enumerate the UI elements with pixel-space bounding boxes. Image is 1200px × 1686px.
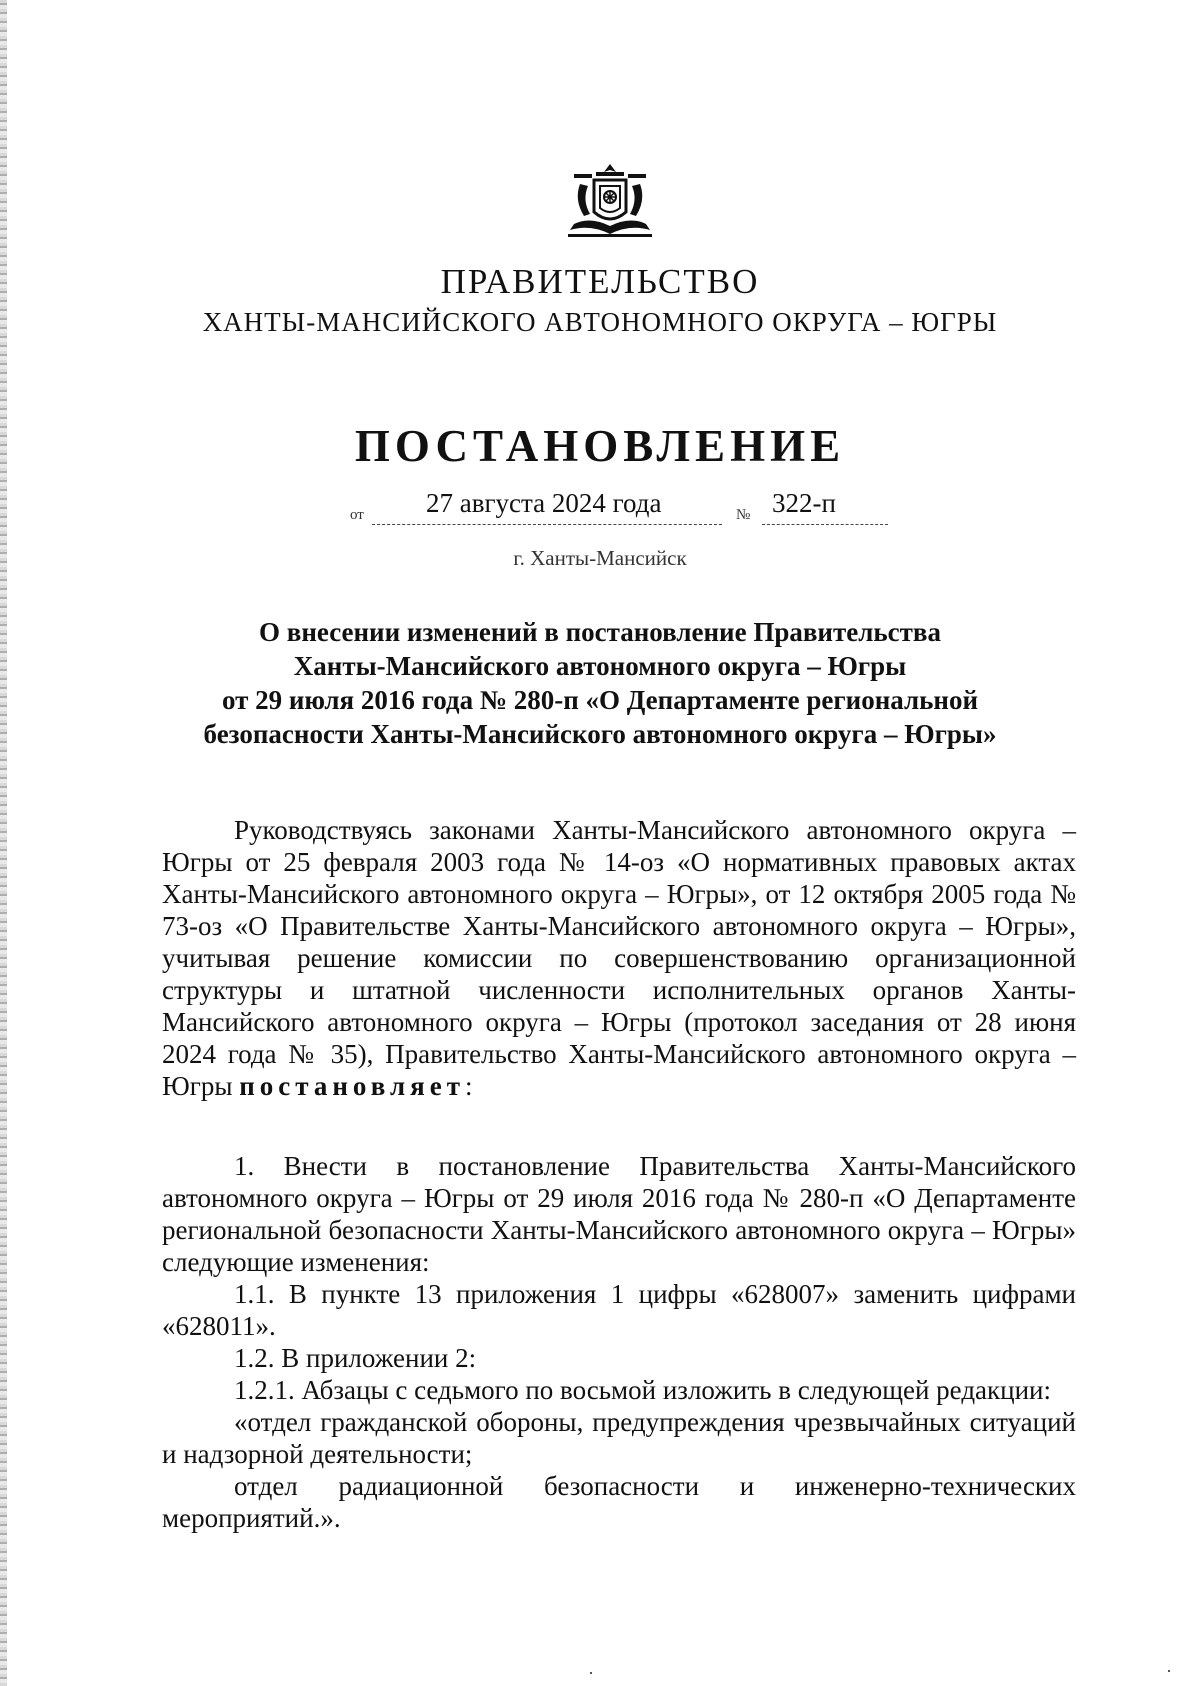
quoted-paragraph-1: «отдел гражданской обороны, предупреждения чрезвычайных ситуаций и надзорной деятельности; — [162, 1407, 1076, 1469]
subject-line-1: О внесении изменений в постановление Правительства — [259, 617, 941, 647]
number-underline — [762, 524, 888, 525]
preamble — [162, 814, 1076, 1102]
date-prefix: от — [350, 507, 364, 523]
scan-speck — [1168, 1670, 1170, 1672]
government-title: ПРАВИТЕЛЬСТВО — [440, 262, 760, 301]
item-1-2: 1.2. В приложении 2: — [234, 1343, 477, 1373]
item-1-2-1: 1.2.1. Абзацы с седьмого по восьмой изложить в следующей редакции: — [234, 1375, 1052, 1405]
subject-line-2: Ханты-Мансийского автономного округа – Югры — [293, 651, 907, 681]
city: г. Ханты-Мансийск — [513, 546, 687, 570]
subject-line-4: безопасности Ханты-Мансийского автономного округа – Югры» — [203, 719, 997, 749]
scan-speck — [590, 1672, 592, 1674]
decree-word: постановляет — [239, 1071, 465, 1101]
document-date: 27 августа 2024 года — [426, 488, 662, 518]
document-subject — [0, 615, 1200, 751]
document-number: 322-п — [772, 488, 836, 518]
scan-edge — [0, 0, 7, 1686]
decree-items — [162, 1150, 1076, 1534]
item-1-1: 1.1. В пункте 13 приложения 1 цифры «628007» заменить цифрами «628011». — [162, 1279, 1076, 1341]
quoted-paragraph-2: отдел радиационной безопасности и инженерно-технических мероприятий.». — [162, 1471, 1076, 1533]
date-underline — [372, 524, 722, 525]
item-1: 1. Внести в постановление Правительства Ханты-Мансийского автономного округа – Югры от 29 июля 2016 года № 280-п «О Департаменте региональной безопасности Ханты-Мансийского автономного округа – Югры» следующие изменения: — [162, 1151, 1076, 1277]
preamble-text: Руководствуясь законами Ханты-Мансийского автономного округа – Югры от 25 февраля 2003 года № 14-оз «О нормативных правовых актах Ханты-Мансийского автономного округа – Югры», от 12 октября 2005 года № 73-оз «О Правительстве Ханты-Мансийского автономного округа – Югры», учитывая решение комиссии по совершенствованию организационной структуры и штатной численности исполнительных органов Ханты-Мансийского автономного округа – Югры (протокол заседания от 28 июня 2024 года № 35), Правительство Ханты-Мансийского автономного округа – Югры — [162, 815, 1076, 1101]
document-type-title: ПОСТАНОВЛЕНИЕ — [354, 421, 846, 471]
preamble-tail: : — [464, 1071, 473, 1101]
subject-line-3: от 29 июля 2016 года № 280-п «О Департаменте региональной — [221, 685, 979, 715]
coat-of-arms-emblem — [560, 160, 660, 246]
number-prefix: № — [736, 507, 751, 523]
government-subtitle: ХАНТЫ-МАНСИЙСКОГО АВТОНОМНОГО ОКРУГА – ЮГРЫ — [202, 307, 998, 337]
